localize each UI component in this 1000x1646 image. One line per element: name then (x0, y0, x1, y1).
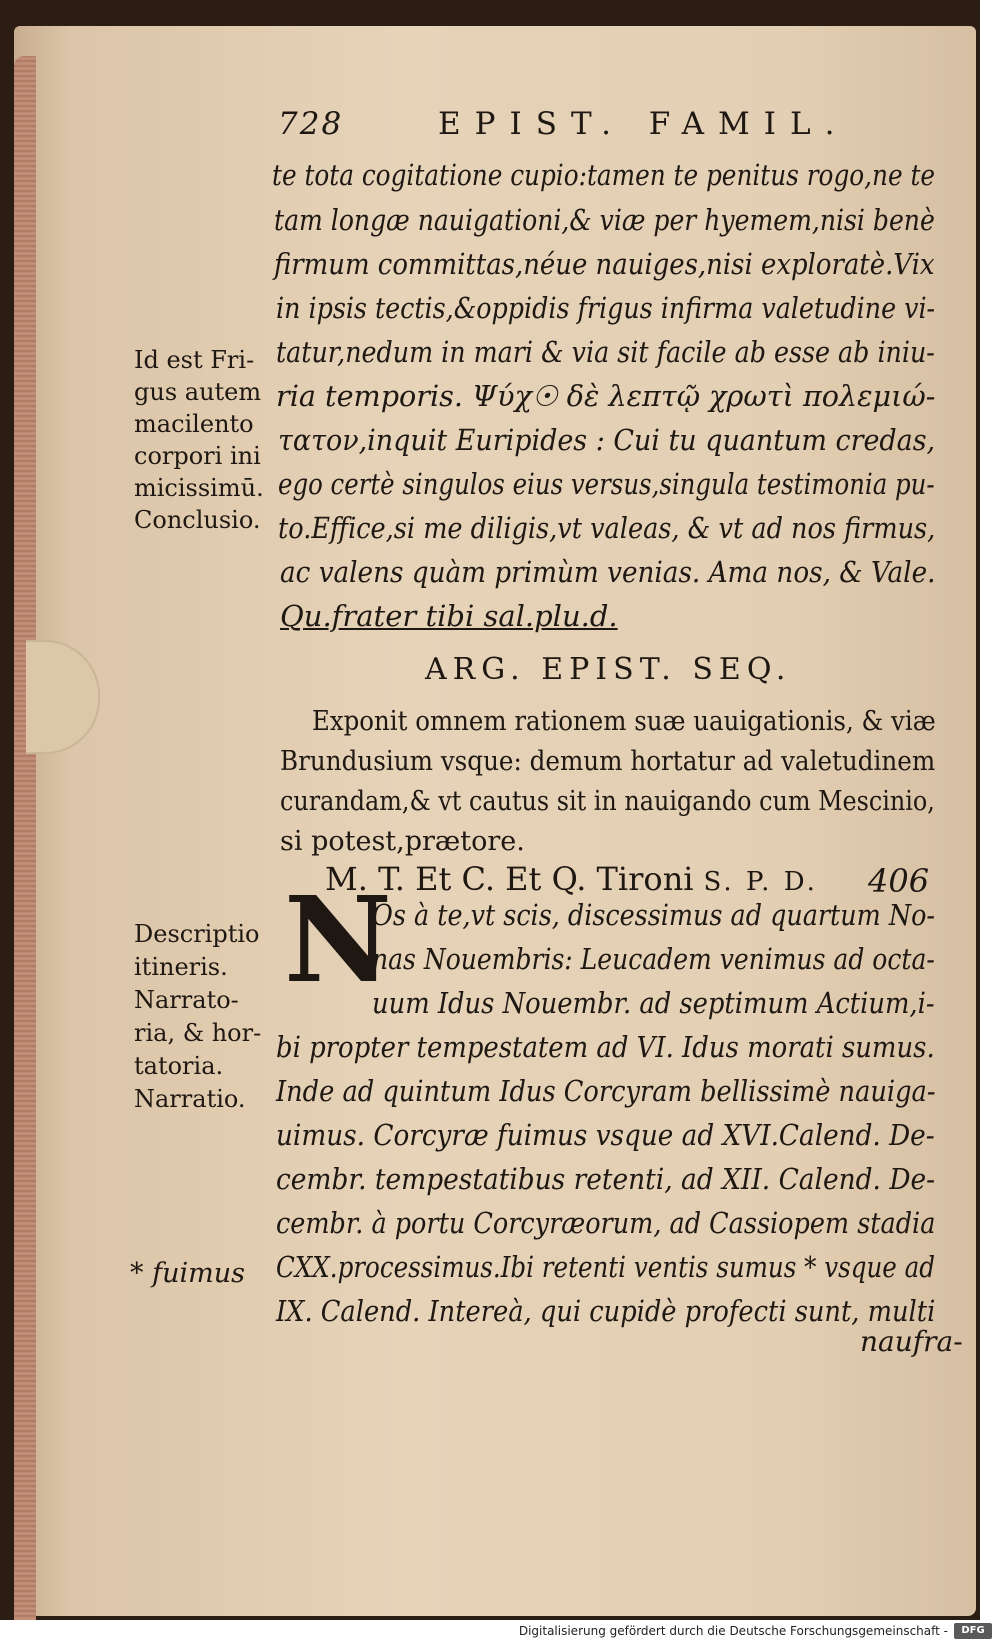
text-line: te tota cogitatione cupio:tamen te penitus rogo,ne te (272, 158, 936, 192)
text-line: tam longæ nauigationi,& viæ per hyemem,nisi benè (274, 203, 935, 237)
margin-note: Descriptio (134, 920, 260, 948)
argument-line: Exponit omnem rationem suæ uauigationis, & viæ (312, 706, 936, 737)
text-line: ac valens quàm primùm venias. Ama nos, & Vale. (280, 555, 936, 589)
margin-note: Conclusio. (134, 506, 261, 534)
letter-line: IX. Calend. Intereà, qui cupidè profecti sunt, multi (276, 1294, 936, 1328)
argument-heading: ARG. EPIST. SEQ. (425, 652, 792, 687)
salutation-sub: S. P. D. (703, 867, 818, 897)
margin-note: Narrato- (134, 986, 239, 1014)
salutation-main: M. T. Et C. Et Q. Tironi (325, 860, 694, 898)
page-edge (14, 56, 36, 1636)
letter-line: cembr. à portu Corcyræorum, ad Cassiopem stadia (276, 1206, 936, 1240)
margin-note: macilento (134, 410, 254, 438)
margin-note: Narratio. (134, 1085, 246, 1113)
letter-line: uum Idus Nouembr. ad septimum Actium,i- (372, 986, 935, 1020)
dfg-logo-icon: DFG (954, 1623, 992, 1639)
margin-note: micissimū. (134, 474, 264, 502)
running-header (278, 106, 878, 146)
letter-line: cembr. tempestatibus retenti, ad XII. Calend. De- (276, 1162, 936, 1196)
text-line: firmum committas,néue nauiges,nisi exploratè.Vix (274, 247, 935, 281)
text-line: tatur,nedum in mari & via sit facile ab esse ab iniu- (276, 335, 935, 369)
page-number: 728 (278, 106, 344, 142)
drop-cap: N (284, 870, 392, 1009)
argument-line: Brundusium vsque: demum hortatur ad valetudinem (280, 746, 936, 777)
text-line: ria temporis. Ψύχ☉ δὲ λεπτῷ χρωτὶ πολεμιώ- (276, 379, 936, 413)
letter-line: bi propter tempestatem ad VI. Idus morati sumus. (276, 1030, 935, 1064)
letter-line: nas Nouembris: Leucadem venimus ad octa- (372, 942, 935, 976)
thumb-index-tab (26, 640, 100, 754)
text-line: to.Effice,si me diligis,vt valeas, & vt ad nos firmus, (278, 511, 936, 545)
letter-line: uimus. Corcyræ fuimus vsque ad XVI.Calend. De- (276, 1118, 935, 1152)
salutation (325, 860, 818, 898)
argument-line: curandam,& vt cautus sit in nauigando cum Mescinio, (280, 786, 935, 817)
margin-note: tatoria. (134, 1052, 224, 1080)
running-title: EPIST. FAMIL. (438, 106, 849, 142)
argument-line: si potest,prætore. (280, 826, 525, 857)
margin-note: gus autem (134, 378, 262, 406)
text-line: ego certè singulos eius versus,singula testimonia pu- (278, 467, 935, 501)
letter-line: Inde ad quintum Idus Corcyram bellissimè nauiga- (276, 1074, 936, 1108)
text-line: τατον,inquit Euripides : Cui tu quantum credas, (278, 423, 936, 457)
margin-note: Id est Fri- (134, 346, 255, 374)
letter-line: Os à te,vt scis, discessimus ad quartum No- (372, 898, 936, 932)
margin-note-fuimus: * fuimus (130, 1258, 245, 1289)
catchword: naufra- (860, 1325, 963, 1358)
text-line: Qu.frater tibi sal.plu.d. (280, 599, 618, 633)
margin-note: ria, & hor- (134, 1019, 262, 1047)
letter-line: CXX.processimus.Ibi retenti ventis sumus * vsque ad (276, 1250, 935, 1284)
footer-credit: Digitalisierung gefördert durch die Deutsche Forschungsgemeinschaft - (518, 1624, 948, 1638)
footer-bar (0, 1620, 1000, 1646)
margin-note: itineris. (134, 953, 228, 981)
margin-note: corpori ini (134, 442, 261, 470)
text-line: in ipsis tectis,&oppidis frigus infirma valetudine vi- (276, 291, 936, 325)
epistle-number: 406 (868, 862, 930, 900)
